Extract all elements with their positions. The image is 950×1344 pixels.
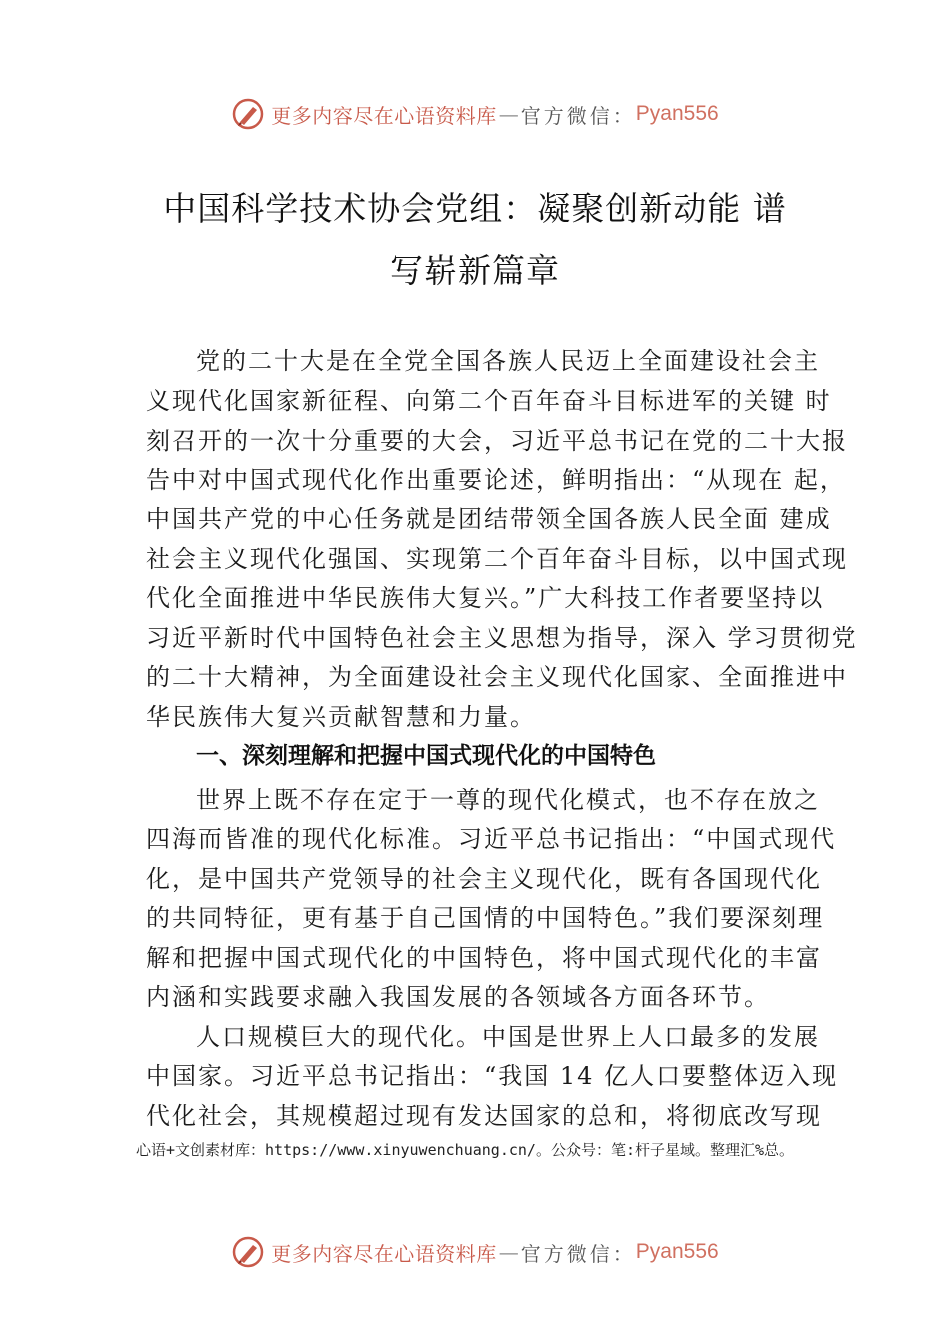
paragraph-1-line: 的二十大精神，为全面建设社会主义现代化国家、全面推进中 — [146, 663, 848, 691]
paragraph-1-line: 告中对中国式现代化作出重要论述，鲜明指出：“从现在 起， — [146, 466, 846, 494]
paragraph-1-line: 代化全面推进中华民族伟大复兴。”广大科技工作者要坚持以 — [146, 584, 825, 612]
banner-text: 更多内容尽在心语资料库 — [271, 103, 497, 128]
banner-dash: — — [498, 1240, 519, 1264]
paragraph-3-line: 代化社会，其规模超过现有发达国家的总和，将彻底改写现 — [146, 1102, 822, 1130]
document-title-line-2: 写崭新篇章 — [390, 251, 560, 290]
paragraph-2-line: 解和把握中国式现代化的中国特色，将中国式现代化的丰富 — [146, 944, 822, 972]
paragraph-2-line: 内涵和实践要求融入我国发展的各领域各方面各环节。 — [146, 983, 770, 1011]
paragraph-1-line: 党的二十大是在全党全国各族人民迈上全面建设社会主 — [196, 347, 820, 375]
paragraph-1-line: 华民族伟大复兴贡献智慧和力量。 — [146, 703, 536, 731]
paragraph-2-line: 世界上既不存在定于一尊的现代化模式，也不存在放之 — [196, 786, 820, 814]
banner-dash: — — [498, 102, 519, 126]
banner-wechat-label: 官方微信： — [520, 103, 636, 128]
paragraph-1-line: 义现代化国家新征程、向第二个百年奋斗目标进军的关键 时 — [146, 387, 832, 415]
paragraph-1-line: 社会主义现代化强国、实现第二个百年奋斗目标，以中国式现 — [146, 545, 848, 573]
banner-wechat-label: 官方微信： — [520, 1241, 636, 1266]
paragraph-1-line: 习近平新时代中国特色社会主义思想为指导，深入 学习贯彻党 — [146, 624, 858, 652]
banner-text: 更多内容尽在心语资料库 — [271, 1241, 497, 1266]
paragraph-1-line: 中国共产党的中心任务就是团结带领全国各族人民全面 建成 — [146, 505, 832, 533]
banner-wechat-id: Pyan556 — [635, 102, 719, 125]
document-title-line-1: 中国科学技术协会党组：凝聚创新动能 谱 — [163, 189, 787, 228]
banner-wechat-id: Pyan556 — [635, 1240, 719, 1263]
paragraph-2-line: 化，是中国共产党领导的社会主义现代化，既有各国现代化 — [146, 865, 822, 893]
top-watermark-banner — [0, 92, 950, 136]
paragraph-2-line: 四海而皆准的现代化标准。习近平总书记指出：“中国式现代 — [146, 825, 837, 853]
bottom-watermark-banner — [0, 1230, 950, 1274]
paragraph-3-line: 中国家。习近平总书记指出：“我国 14 亿人口要整体迈入现 — [146, 1062, 839, 1090]
paragraph-1-line: 刻召开的一次十分重要的大会，习近平总书记在党的二十大报 — [146, 427, 848, 455]
paragraph-2-line: 的共同特征，更有基于自己国情的中国特色。”我们要深刻理 — [146, 904, 825, 932]
paragraph-3-line: 人口规模巨大的现代化。中国是世界上人口最多的发展 — [196, 1023, 820, 1051]
section-heading-1: 一、深刻理解和把握中国式现代化的中国特色 — [196, 743, 656, 769]
source-footer-note: 心语+文创素材库：https://www.xinyuwenchuang.cn/。公众号：笔:杆子星域。整理汇%总。 — [136, 1141, 795, 1159]
pen-logo-icon — [231, 97, 265, 131]
pen-logo-icon — [231, 1235, 265, 1269]
